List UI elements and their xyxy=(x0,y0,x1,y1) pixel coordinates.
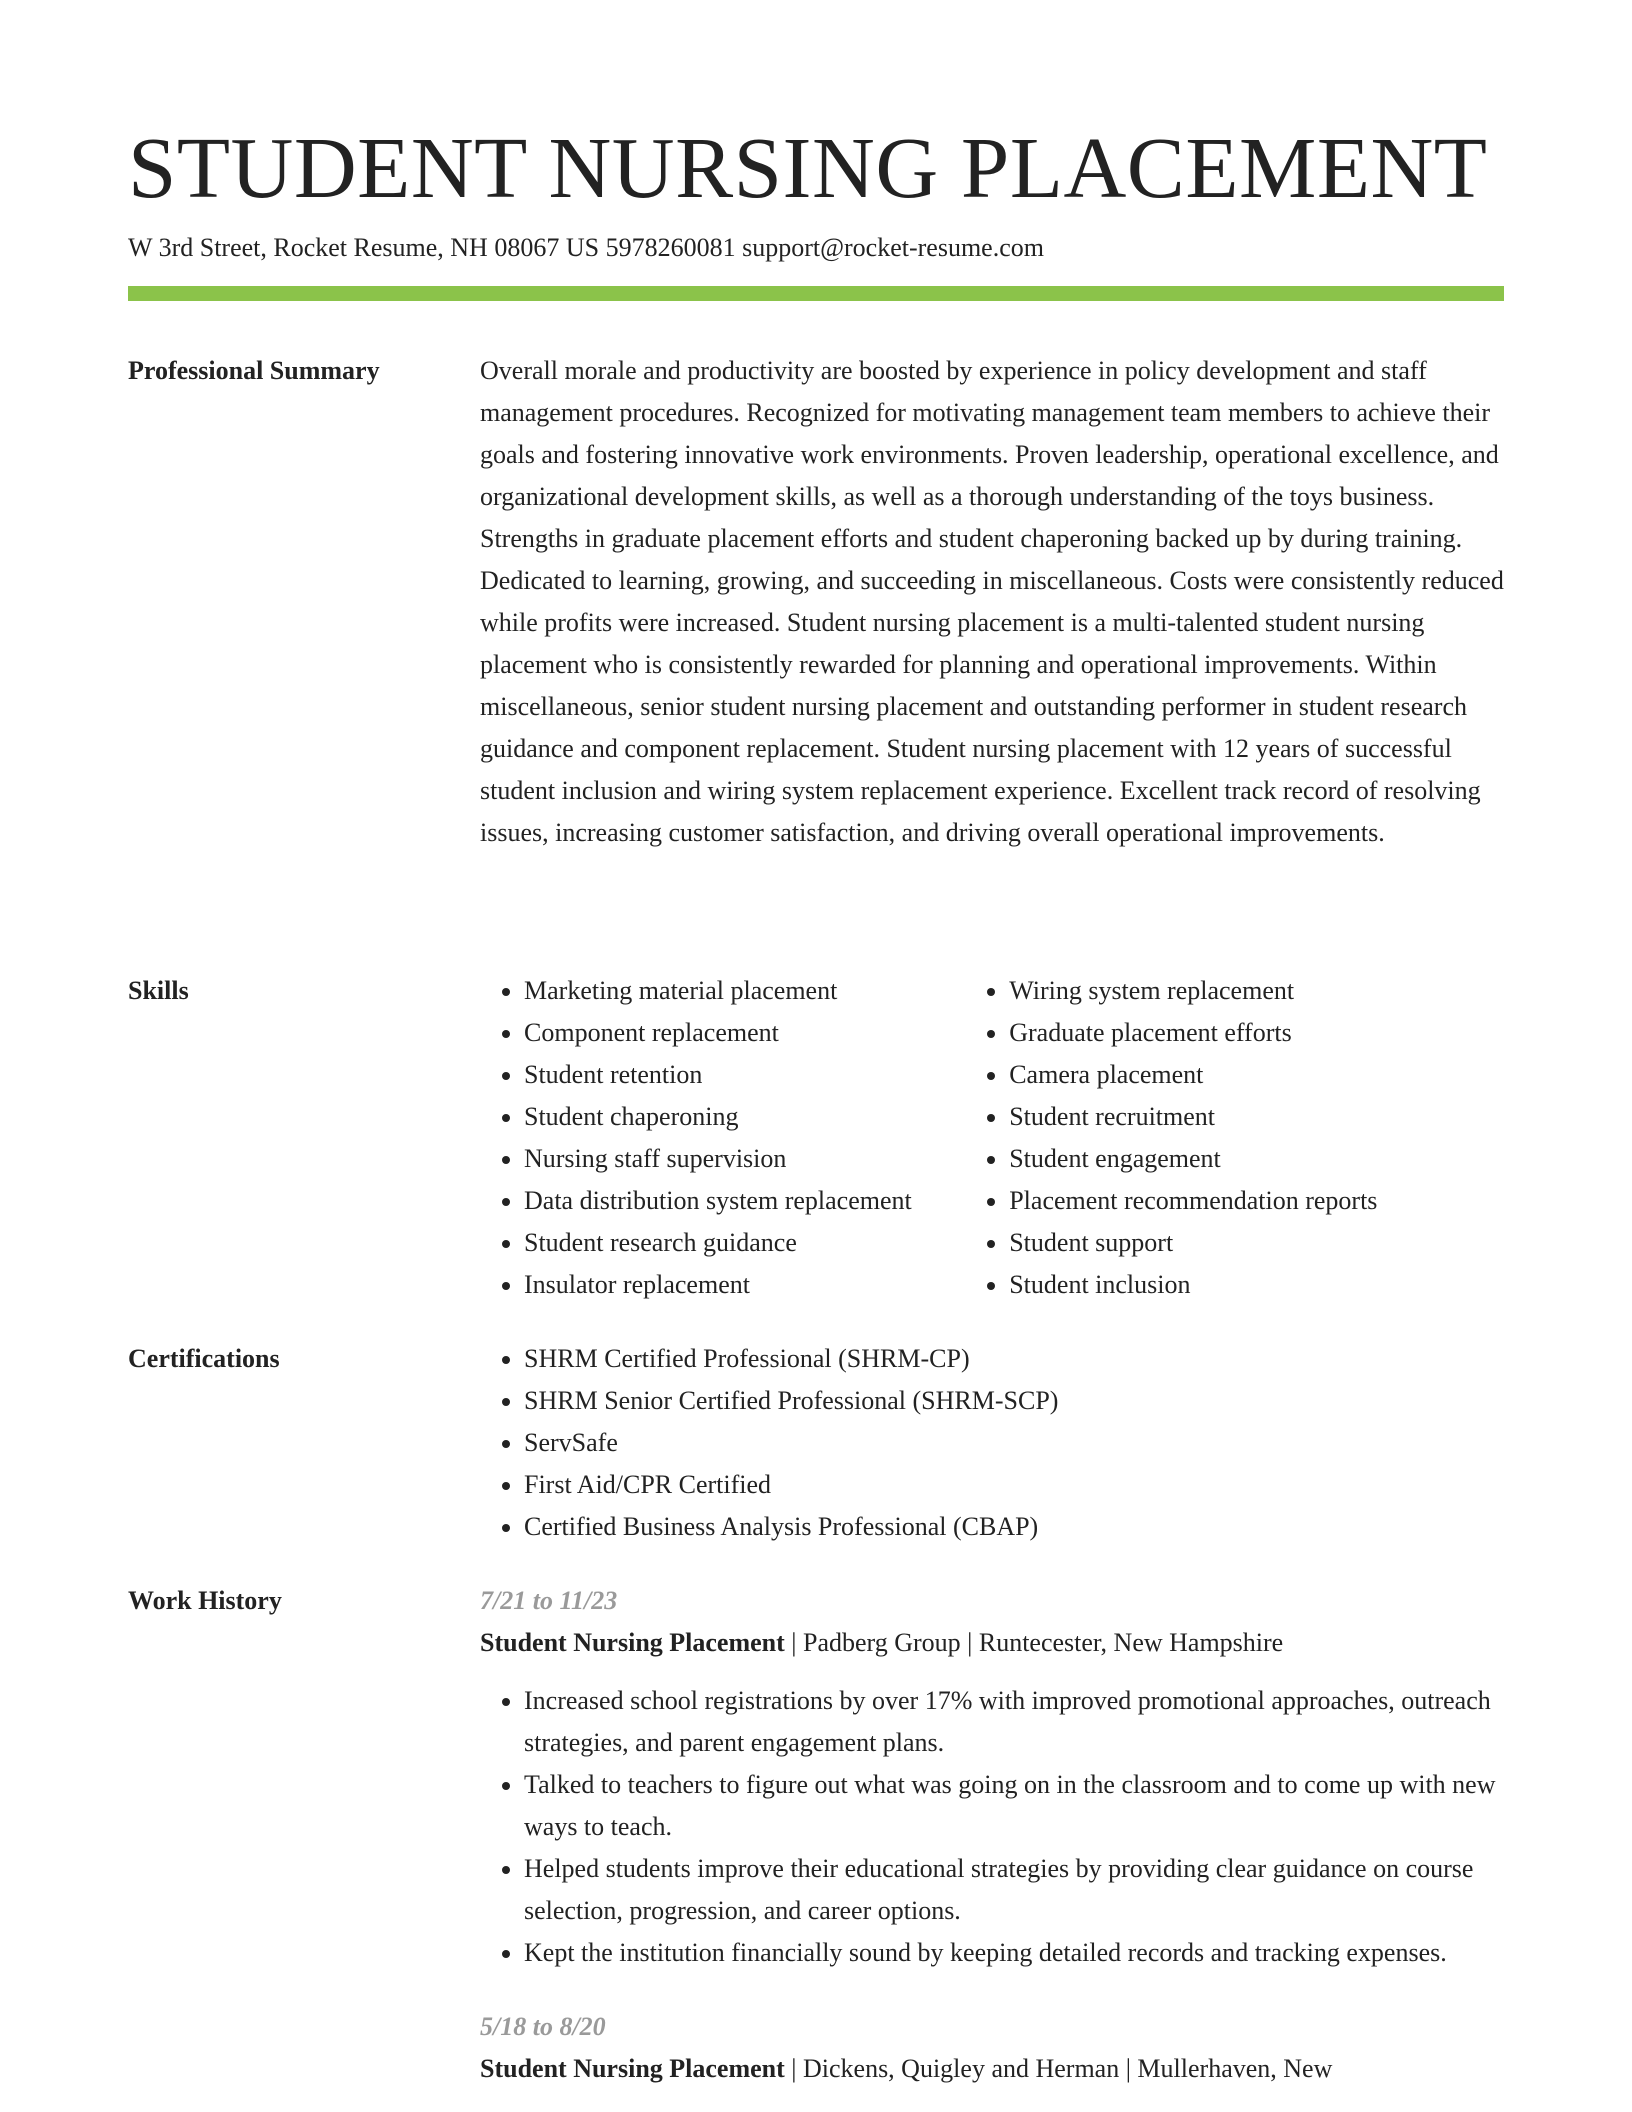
job-title: Student Nursing Placement xyxy=(480,2054,785,2083)
job-details: | Dickens, Quigley and Herman | Mullerhaven, New xyxy=(784,2054,1333,2083)
certification-item: • SHRM Certified Professional (SHRM-CP) xyxy=(524,1338,1508,1380)
skill-item: • Placement recommendation reports xyxy=(1009,1180,1508,1222)
skill-item: • Student support xyxy=(1009,1222,1508,1264)
section-label-certifications: Certifications xyxy=(128,1344,280,1373)
skills-list-left xyxy=(480,970,965,1306)
skill-item: • Data distribution system replacement xyxy=(524,1180,965,1222)
skill-item: • Insulator replacement xyxy=(524,1264,965,1306)
work-history-content xyxy=(480,1580,1508,2090)
job-bullet: • Talked to teachers to figure out what was going on in the classroom and to come up with new ways to teach. xyxy=(524,1764,1508,1848)
certifications-list xyxy=(480,1338,1508,1548)
contact-line: W 3rd Street, Rocket Resume, NH 08067 US 5978260081 support@rocket-resume.com xyxy=(128,233,1044,262)
skill-item: • Student research guidance xyxy=(524,1222,965,1264)
job-bullets xyxy=(480,1680,1508,1974)
section-label-work-history: Work History xyxy=(128,1586,282,1615)
skill-item: • Student engagement xyxy=(1009,1138,1508,1180)
section-label-summary: Professional Summary xyxy=(128,356,380,385)
job-heading xyxy=(480,2048,1508,2090)
job-dates: 5/18 to 8/20 xyxy=(480,2012,606,2041)
certification-item: • First Aid/CPR Certified xyxy=(524,1464,1508,1506)
summary-content xyxy=(480,350,1508,854)
section-label-skills: Skills xyxy=(128,976,189,1005)
job-heading xyxy=(480,1622,1508,1664)
resume-name: STUDENT NURSING PLACEMENT xyxy=(128,119,1488,216)
summary-text: Overall morale and productivity are boosted by experience in policy development and staff management procedures. Recognized for motivating management team members to achieve their goals and fostering innovative work environments. Proven leadership, operational excellence, and organizational development skills, as well as a thorough understanding of the toys business. Strengths in graduate placement efforts and student chaperoning backed up by during training. Dedicated to learning, growing, and succeeding in miscellaneous. Costs were consistently reduced while profits were increased. Student nursing placement is a multi-talented student nursing placement who is consistently rewarded for planning and operational improvements. Within miscellaneous, senior student nursing placement and outstanding performer in student research guidance and component replacement. Student nursing placement with 12 years of successful student inclusion and wiring system replacement experience. Excellent track record of resolving issues, increasing customer satisfaction, and driving overall operational improvements. xyxy=(480,356,1504,847)
skill-item: • Component replacement xyxy=(524,1012,965,1054)
job-bullet: • Helped students improve their educational strategies by providing clear guidance on course selection, progression, and career options. xyxy=(524,1848,1508,1932)
job-entry xyxy=(480,2006,1508,2090)
job-bullet: • Increased school registrations by over 17% with improved promotional approaches, outreach strategies, and parent engagement plans. xyxy=(524,1680,1508,1764)
job-title: Student Nursing Placement xyxy=(480,1628,785,1657)
certification-item: • SHRM Senior Certified Professional (SHRM-SCP) xyxy=(524,1380,1508,1422)
job-details: | Padberg Group | Runtecester, New Hampshire xyxy=(784,1628,1284,1657)
skill-item: • Marketing material placement xyxy=(524,970,965,1012)
job-entry xyxy=(480,1580,1508,1974)
job-bullet: • Kept the institution financially sound by keeping detailed records and tracking expenses. xyxy=(524,1932,1508,1974)
skill-item: • Nursing staff supervision xyxy=(524,1138,965,1180)
accent-divider xyxy=(128,286,1504,301)
skill-item: • Student inclusion xyxy=(1009,1264,1508,1306)
certifications-content xyxy=(480,1338,1508,1548)
certification-item: • Certified Business Analysis Professional (CBAP) xyxy=(524,1506,1508,1548)
skill-item: • Student retention xyxy=(524,1054,965,1096)
skill-item: • Student recruitment xyxy=(1009,1096,1508,1138)
skill-item: • Wiring system replacement xyxy=(1009,970,1508,1012)
skills-content xyxy=(480,970,1508,1306)
skill-item: • Camera placement xyxy=(1009,1054,1508,1096)
certification-item: • ServSafe xyxy=(524,1422,1508,1464)
skill-item: • Student chaperoning xyxy=(524,1096,965,1138)
skill-item: • Graduate placement efforts xyxy=(1009,1012,1508,1054)
job-dates: 7/21 to 11/23 xyxy=(480,1586,618,1615)
skills-list-right xyxy=(965,970,1508,1306)
